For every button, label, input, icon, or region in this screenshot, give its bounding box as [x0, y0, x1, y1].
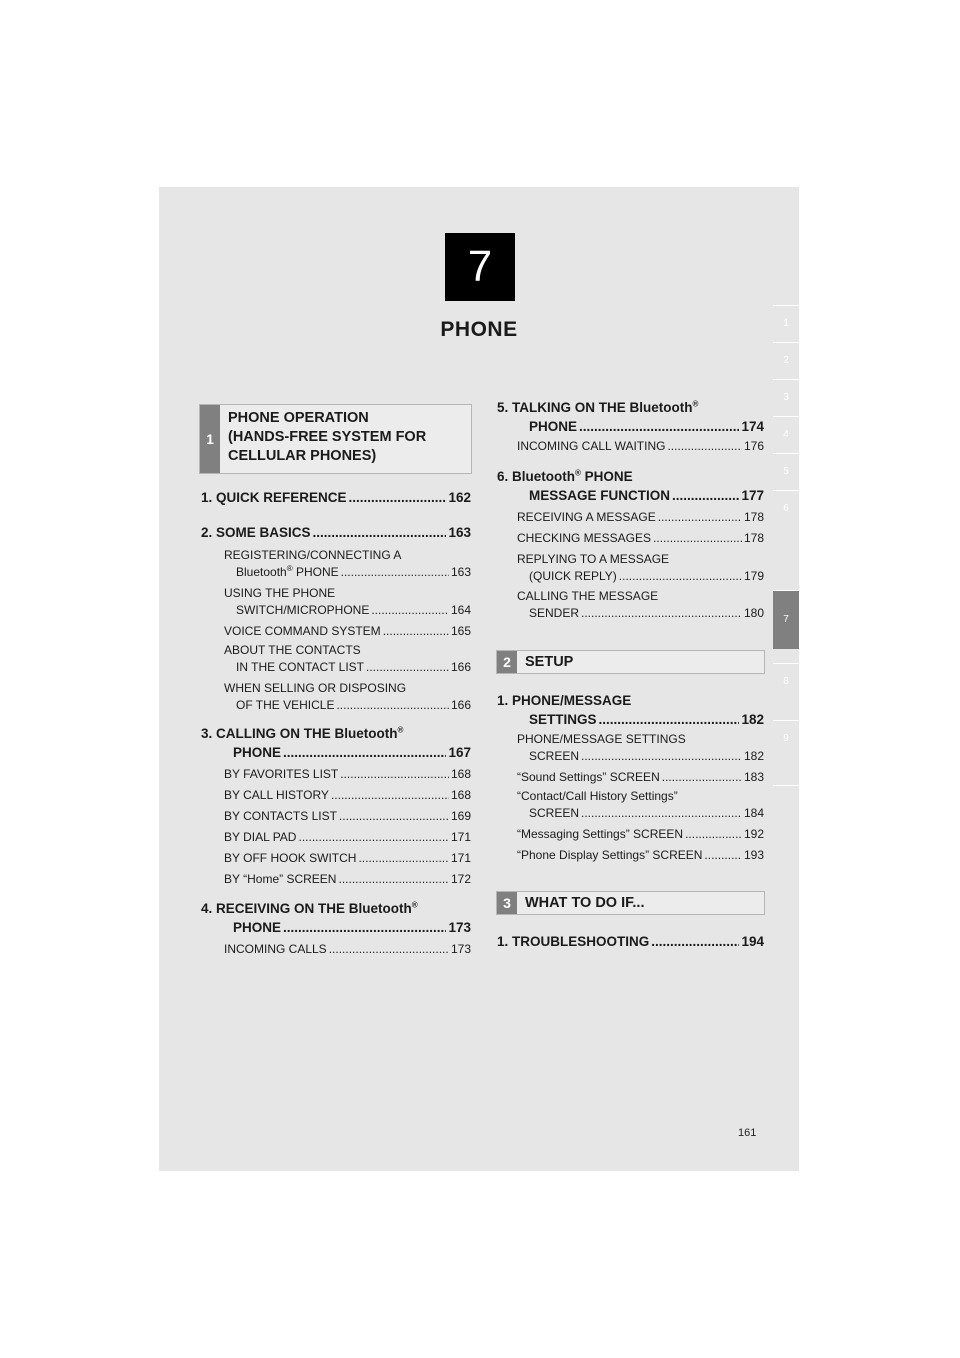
toc-item[interactable]: BY FAVORITES LIST ..... 168 [224, 766, 471, 783]
toc-item[interactable]: ABOUT THE CONTACTS IN THE CONTACT LIST ..... 166 [224, 642, 471, 676]
section-title-line: CELLULAR PHONES) [228, 448, 377, 464]
chapter-number-box: 7 [445, 233, 515, 301]
section-title [220, 405, 471, 473]
toc-item[interactable]: BY OFF HOOK SWITCH ..... 171 [224, 850, 471, 867]
chapter-title: PHONE [440, 318, 518, 341]
tab-4[interactable]: 4 [773, 416, 799, 453]
toc-item[interactable]: RECEIVING A MESSAGE ..... 178 [517, 509, 764, 526]
tab-6[interactable]: 6 [773, 490, 799, 527]
section-title: SETUP [525, 654, 574, 670]
tab-5[interactable]: 5 [773, 453, 799, 490]
toc-chapter-phone-message-settings[interactable]: 1. PHONE/MESSAGE SETTINGS ..... 182 [497, 691, 764, 729]
section-title-line: PHONE OPERATION [228, 410, 369, 426]
toc-chapter-quick-reference[interactable]: 1. QUICK REFERENCE ..... 162 [201, 488, 471, 507]
section-title-line: (HANDS-FREE SYSTEM FOR [228, 429, 427, 445]
section-1-header [199, 404, 472, 474]
toc-chapter-talking[interactable]: 5. TALKING ON THE Bluetooth® PHONE ..... 174 [497, 398, 764, 436]
toc-chapter-message-function[interactable]: 6. Bluetooth® PHONE MESSAGE FUNCTION ..... 177 [497, 467, 764, 505]
toc-item[interactable]: USING THE PHONE SWITCH/MICROPHONE ..... 164 [224, 585, 471, 619]
toc-item[interactable]: REGISTERING/CONNECTING A Bluetooth® PHONE ..... 163 [224, 547, 471, 581]
toc-item[interactable]: REPLYING TO A MESSAGE (QUICK REPLY) ..... 179 [517, 551, 764, 585]
section-title: WHAT TO DO IF... [525, 895, 645, 911]
toc-item[interactable]: BY “Home” SCREEN ..... 172 [224, 871, 471, 888]
section-3-header [496, 891, 765, 915]
page-number: 161 [738, 1127, 757, 1139]
tab-9[interactable]: 9 [773, 720, 799, 757]
toc-item[interactable]: WHEN SELLING OR DISPOSING OF THE VEHICLE ..... 166 [224, 680, 471, 714]
toc-chapter-troubleshooting[interactable]: 1. TROUBLESHOOTING ..... 194 [497, 932, 764, 951]
section-2-header [496, 650, 765, 674]
tab-2[interactable]: 2 [773, 342, 799, 379]
toc-item[interactable]: CHECKING MESSAGES ..... 178 [517, 530, 764, 547]
toc-chapter-calling[interactable]: 3. CALLING ON THE Bluetooth® PHONE ..... 167 [201, 724, 471, 762]
toc-item[interactable]: BY DIAL PAD ..... 171 [224, 829, 471, 846]
toc-chapter-receiving[interactable]: 4. RECEIVING ON THE Bluetooth® PHONE ..... 173 [201, 899, 471, 937]
toc-item[interactable]: “Phone Display Settings” SCREEN ..... 193 [517, 847, 764, 864]
toc-item[interactable]: CALLING THE MESSAGE SENDER ..... 180 [517, 588, 764, 622]
toc-item[interactable]: “Contact/Call History Settings” SCREEN ..... 184 [517, 788, 764, 822]
section-number: 2 [497, 651, 517, 673]
section-number: 3 [497, 892, 517, 914]
tab-3[interactable]: 3 [773, 379, 799, 416]
tab-blank [773, 785, 799, 816]
toc-item[interactable]: “Messaging Settings” SCREEN ..... 192 [517, 826, 764, 843]
toc-chapter-some-basics[interactable]: 2. SOME BASICS ..... 163 [201, 523, 471, 542]
toc-item[interactable]: INCOMING CALL WAITING ..... 176 [517, 438, 764, 455]
toc-item[interactable]: “Sound Settings” SCREEN ..... 183 [517, 769, 764, 786]
tab-7-active[interactable]: 7 [773, 590, 799, 649]
toc-item[interactable]: VOICE COMMAND SYSTEM ..... 165 [224, 623, 471, 640]
toc-item[interactable]: INCOMING CALLS ..... 173 [224, 941, 471, 958]
tab-8[interactable]: 8 [773, 663, 799, 700]
toc-item[interactable]: BY CALL HISTORY ..... 168 [224, 787, 471, 804]
section-number: 1 [200, 405, 220, 473]
toc-item[interactable]: PHONE/MESSAGE SETTINGS SCREEN ..... 182 [517, 731, 764, 765]
toc-item[interactable]: BY CONTACTS LIST ..... 169 [224, 808, 471, 825]
tab-1[interactable]: 1 [773, 305, 799, 342]
